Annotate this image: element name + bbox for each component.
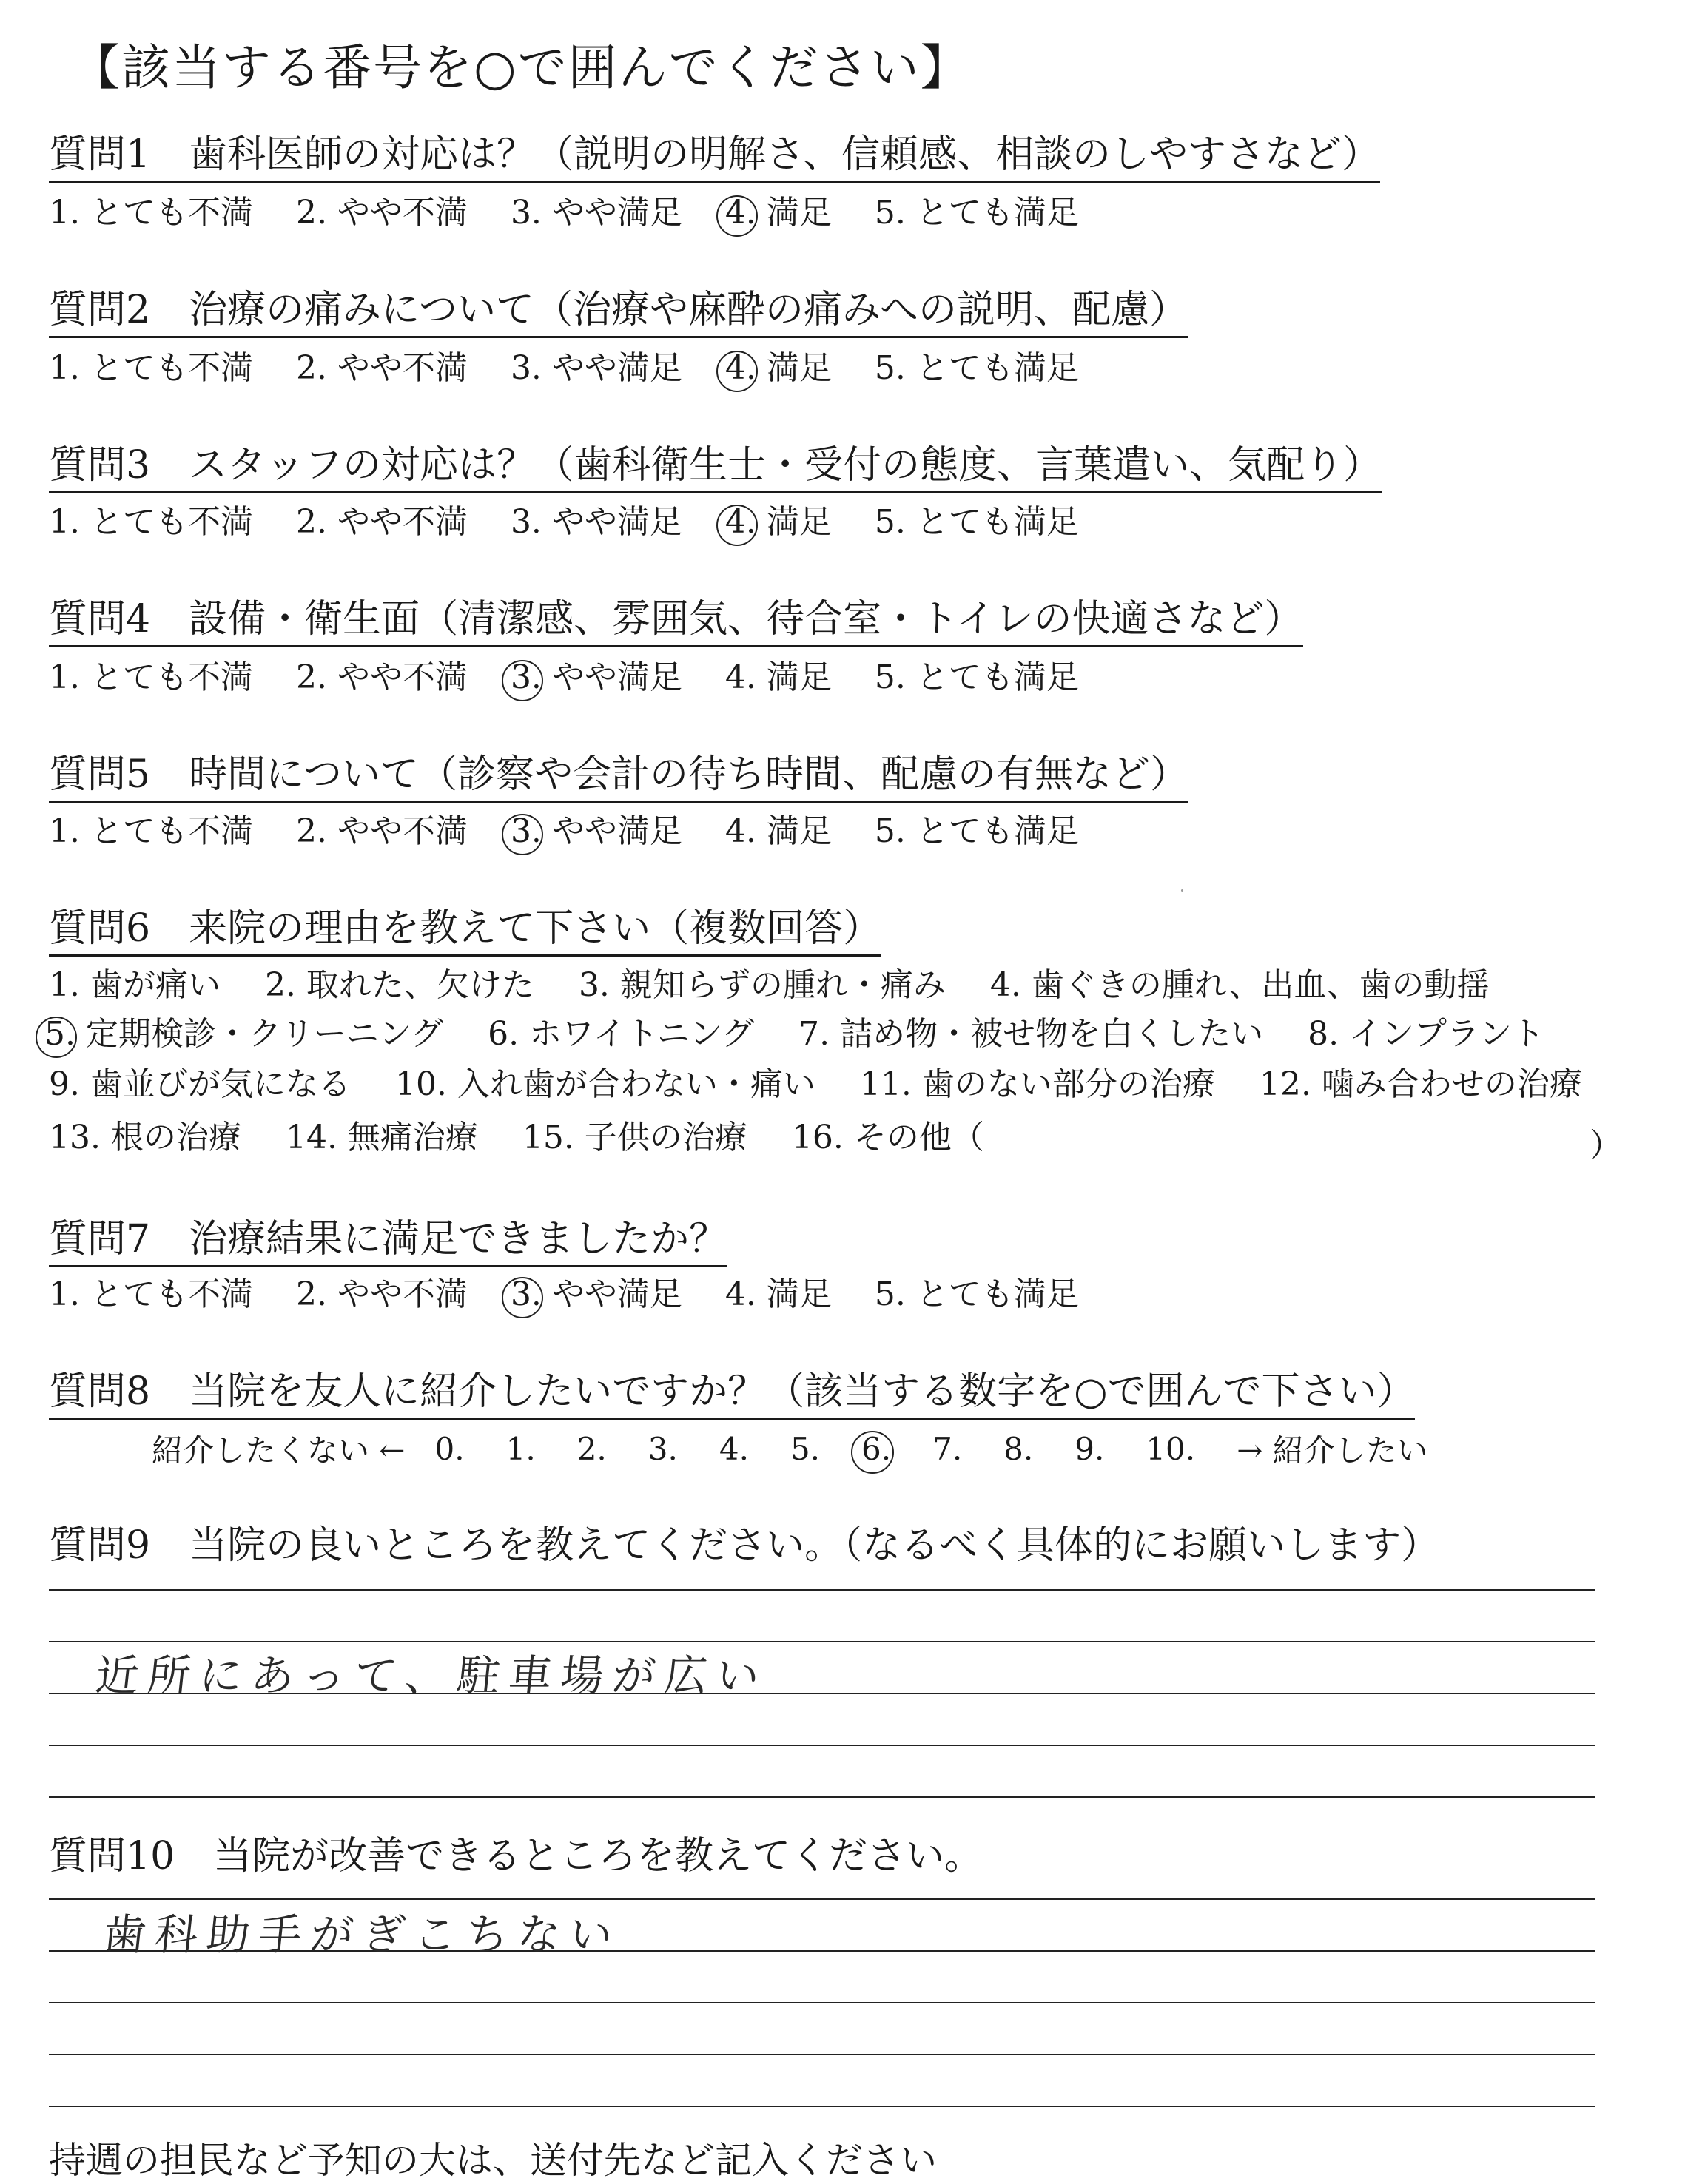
q1-option-5[interactable]: 5. とても満足 (874, 194, 1079, 232)
q6-reason-6[interactable]: 6. ホワイトニング (488, 1015, 755, 1053)
q7-option-5[interactable]: 5. とても満足 (874, 1275, 1079, 1313)
question-6-heading: 質問6 来院の理由を教えて下さい（複数回答） (49, 907, 881, 957)
q4-option-4[interactable]: 4. 満足 (724, 658, 832, 696)
q2-option-1[interactable]: 1. とても不満 (49, 349, 253, 387)
q3-option-5[interactable]: 5. とても満足 (874, 503, 1079, 541)
q6-reason-8[interactable]: 8. インプラント (1308, 1015, 1545, 1053)
question-3-heading: 質問3 スタッフの対応は？（歯科衛生士・受付の態度、言葉遣い、気配り） (49, 444, 1382, 493)
q9-answer-line-4 (49, 1745, 1595, 1746)
q2-option-5[interactable]: 5. とても満足 (874, 349, 1079, 387)
q9-answer-line-1 (49, 1589, 1595, 1591)
q3-option-4-selected[interactable]: 4. 満足 (724, 503, 832, 541)
scan-speck (1181, 889, 1183, 892)
question-1-heading: 質問1 歯科医師の対応は？（説明の明解さ、信頼感、相談のしやすさなど） (49, 133, 1380, 183)
q8-score-2[interactable]: 2. (576, 1430, 607, 1467)
q7-option-4[interactable]: 4. 満足 (724, 1275, 832, 1313)
q10-handwritten-answer[interactable]: 歯科助手がぎこちない (100, 1910, 625, 1960)
q9-answer-line-5 (49, 1796, 1595, 1798)
footer-note-cut-off: 持週の担民など予知の大は、送付先など記入ください (49, 2139, 937, 2182)
page-title: 【該当する番号を○で囲んでください】 (71, 39, 971, 96)
q9-handwritten-answer[interactable]: 近所にあって、駐車場が広い (93, 1651, 771, 1701)
q4-option-5[interactable]: 5. とても満足 (874, 658, 1079, 696)
question-3-options (49, 503, 1122, 542)
q10-answer-line-3 (49, 2002, 1595, 2003)
q1-option-1[interactable]: 1. とても不満 (49, 194, 253, 232)
question-7-options (49, 1275, 1122, 1315)
q7-option-2[interactable]: 2. やや不満 (295, 1275, 468, 1313)
q6-reason-5-selected[interactable]: 5. 定期検診・クリーニング (44, 1015, 444, 1053)
question-7-heading: 質問7 治療結果に満足できましたか？ (49, 1218, 727, 1267)
q4-option-2[interactable]: 2. やや不満 (295, 658, 468, 696)
question-2-options (49, 349, 1122, 388)
q6-reason-1[interactable]: 1. 歯が痛い (49, 966, 221, 1004)
question-1-options (49, 194, 1122, 233)
q2-option-4-selected[interactable]: 4. 満足 (724, 349, 832, 387)
q8-recommend-scale (152, 1426, 1458, 1471)
q5-option-2[interactable]: 2. やや不満 (295, 812, 468, 850)
q2-option-3[interactable]: 3. やや満足 (510, 349, 682, 387)
q6-reasons-row-4 (49, 1119, 1018, 1158)
q5-option-5[interactable]: 5. とても満足 (874, 812, 1079, 850)
q8-score-1[interactable]: 1. (505, 1430, 536, 1467)
q6-reason-12[interactable]: 12. 噛み合わせの治療 (1259, 1065, 1582, 1103)
q5-option-1[interactable]: 1. とても不満 (49, 812, 253, 850)
q8-score-4[interactable]: 4. (719, 1430, 749, 1467)
question-8-heading: 質問8 当院を友人に紹介したいですか？（該当する数字を○で囲んで下さい） (49, 1370, 1415, 1420)
q6-reason-15[interactable]: 15. 子供の治療 (522, 1119, 747, 1156)
q8-score-3[interactable]: 3. (648, 1430, 678, 1467)
q8-score-0[interactable]: 0. (434, 1430, 465, 1467)
q3-option-2[interactable]: 2. やや不満 (295, 503, 468, 541)
q5-option-3-selected[interactable]: 3. やや満足 (510, 812, 682, 850)
question-4-options (49, 658, 1122, 698)
q6-reasons-row-3 (49, 1065, 1616, 1105)
q7-option-1[interactable]: 1. とても不満 (49, 1275, 253, 1313)
q4-option-1[interactable]: 1. とても不満 (49, 658, 253, 696)
q10-answer-line-5 (49, 2106, 1595, 2107)
q4-option-3-selected[interactable]: 3. やや満足 (510, 658, 682, 696)
q3-option-3[interactable]: 3. やや満足 (510, 503, 682, 541)
q6-reasons-row-1 (49, 966, 1524, 1005)
q1-option-2[interactable]: 2. やや不満 (295, 194, 468, 232)
q3-option-1[interactable]: 1. とても不満 (49, 503, 253, 541)
q8-right-label: → 紹介したい (1237, 1432, 1428, 1469)
q8-score-10[interactable]: 10. (1146, 1430, 1196, 1467)
q8-score-9[interactable]: 9. (1075, 1430, 1105, 1467)
q6-reasons-row-2 (44, 1015, 1578, 1054)
q8-score-7[interactable]: 7. (932, 1430, 963, 1467)
q6-reason-9[interactable]: 9. 歯並びが気になる (49, 1065, 351, 1103)
q6-reason-4[interactable]: 4. 歯ぐきの腫れ、出血、歯の動揺 (989, 966, 1490, 1004)
q6-reason-11[interactable]: 11. 歯のない部分の治療 (859, 1065, 1215, 1103)
q6-reason-13[interactable]: 13. 根の治療 (49, 1119, 241, 1156)
q6-reason-7[interactable]: 7. 詰め物・被せ物を白くしたい (798, 1015, 1264, 1053)
question-5-heading: 質問5 時間について（診察や会計の待ち時間、配慮の有無など） (49, 753, 1188, 803)
q8-left-label: 紹介したくない ← (152, 1432, 406, 1469)
q10-answer-line-4 (49, 2054, 1595, 2055)
q6-reason-10[interactable]: 10. 入れ歯が合わない・痛い (394, 1065, 815, 1103)
question-10-heading: 質問10 当院が改善できるところを教えてください。 (49, 1834, 983, 1878)
question-2-heading: 質問2 治療の痛みについて（治療や麻酔の痛みへの説明、配慮） (49, 289, 1188, 338)
q6-reason-3[interactable]: 3. 親知らずの腫れ・痛み (578, 966, 946, 1004)
q1-option-3[interactable]: 3. やや満足 (510, 194, 682, 232)
question-4-heading: 質問4 設備・衛生面（清潔感、雰囲気、待合室・トイレの快適さなど） (49, 598, 1303, 647)
q8-score-5[interactable]: 5. (790, 1430, 821, 1467)
q5-option-4[interactable]: 4. 満足 (724, 812, 832, 850)
question-9-heading: 質問9 当院の良いところを教えてください。（なるべく具体的にお願いします） (49, 1523, 1440, 1568)
question-5-options (49, 812, 1122, 852)
q2-option-2[interactable]: 2. やや不満 (295, 349, 468, 387)
q6-reason-16-other[interactable]: 16. その他（ (791, 1119, 984, 1156)
q1-option-4-selected[interactable]: 4. 満足 (724, 194, 832, 232)
q8-score-6-selected[interactable]: 6. (861, 1430, 892, 1467)
q6-other-close-paren: ） (1590, 1127, 1622, 1165)
q7-option-3-selected[interactable]: 3. やや満足 (510, 1275, 682, 1313)
q8-score-8[interactable]: 8. (1003, 1430, 1034, 1467)
q6-reason-2[interactable]: 2. 取れた、欠けた (264, 966, 534, 1004)
q6-reason-14[interactable]: 14. 無痛治療 (285, 1119, 478, 1156)
